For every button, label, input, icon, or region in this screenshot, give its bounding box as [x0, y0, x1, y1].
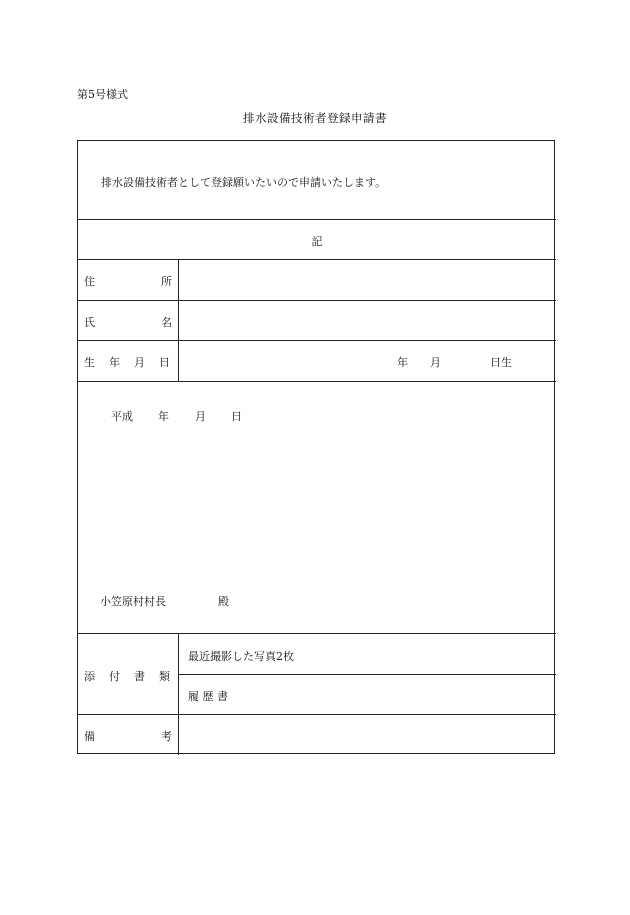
birth-year-unit: 年 — [397, 356, 408, 369]
label-char: 所 — [161, 275, 172, 288]
attachments-label — [84, 668, 170, 684]
label-char: 月 — [134, 356, 145, 369]
attachment-item-photo: 最近撮影した写真2枚 — [188, 650, 294, 663]
birthdate-label — [84, 354, 170, 370]
label-char: 考 — [161, 730, 172, 743]
label-char: 生 — [84, 356, 95, 369]
row-divider — [78, 381, 556, 382]
address-label — [84, 273, 172, 289]
application-form-table — [77, 140, 555, 754]
label-char: 年 — [109, 356, 120, 369]
birth-day-suffix: 日生 — [490, 356, 512, 369]
date-era: 平成 — [111, 410, 133, 423]
label-char: 備 — [84, 730, 95, 743]
remarks-label — [84, 728, 172, 744]
row-divider — [78, 340, 556, 341]
label-char: 添 — [84, 670, 95, 683]
label-char: 類 — [159, 670, 170, 683]
date-month-unit: 月 — [195, 410, 206, 423]
label-char: 書 — [134, 670, 145, 683]
column-divider — [178, 259, 179, 381]
label-char: 日 — [159, 356, 170, 369]
row-divider — [78, 300, 556, 301]
row-divider — [78, 714, 556, 715]
label-char: 名 — [161, 316, 172, 329]
label-char: 付 — [109, 670, 120, 683]
form-number: 第5号様式 — [77, 88, 128, 101]
column-divider — [178, 633, 179, 755]
application-statement: 排水設備技術者として登録願いたいので申請いたします。 — [101, 176, 387, 189]
label-char: 氏 — [84, 316, 95, 329]
row-divider — [78, 219, 556, 220]
date-year-unit: 年 — [158, 410, 169, 423]
date-day-unit: 日 — [231, 410, 242, 423]
birth-month-unit: 月 — [430, 356, 441, 369]
name-label — [84, 314, 172, 330]
row-divider — [178, 674, 556, 675]
row-divider — [78, 633, 556, 634]
attachment-item-resume: 履 歴 書 — [188, 690, 228, 703]
ki-heading: 記 — [311, 235, 323, 248]
row-divider — [78, 259, 556, 260]
addressee-honorific: 殿 — [218, 595, 229, 608]
label-char: 住 — [84, 275, 95, 288]
document-title: 排水設備技術者登録申請書 — [243, 111, 387, 125]
addressee-name: 小笠原村村長 — [100, 595, 166, 608]
